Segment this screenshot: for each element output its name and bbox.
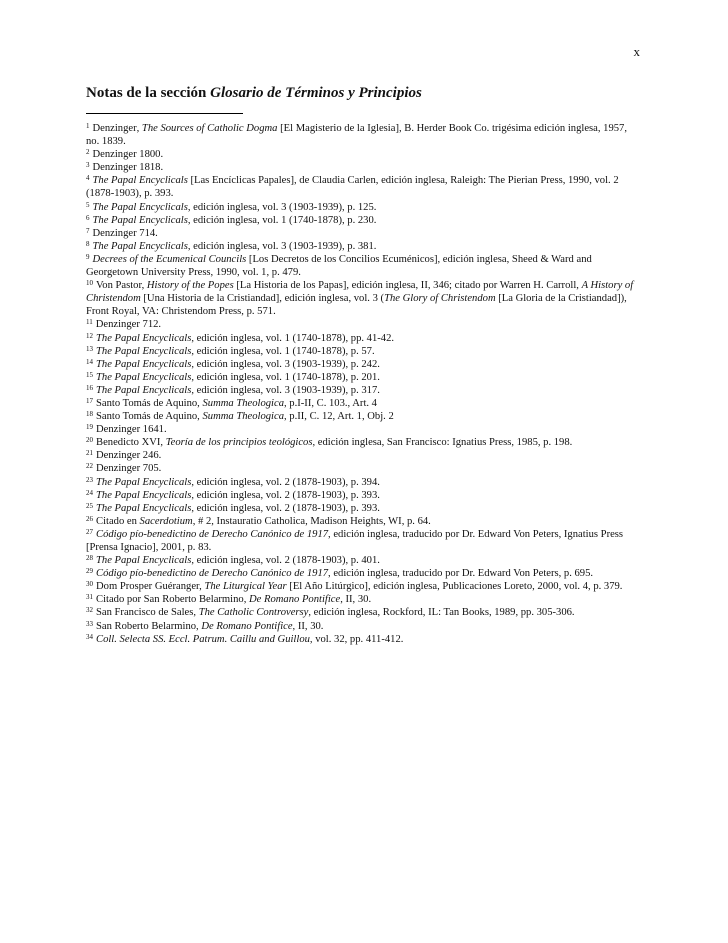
footnote-italic-title: The Papal Encyclicals <box>92 175 188 187</box>
footnote-number: 5 <box>86 200 90 209</box>
footnote-item <box>86 476 636 489</box>
footnote-italic-title: Código pío-benedictino de Derecho Canónico de 1917 <box>96 528 329 540</box>
footnote-text: Denzinger 705. <box>96 463 162 475</box>
footnote-number: 25 <box>86 501 93 510</box>
footnote-number: 22 <box>86 462 93 471</box>
footnote-text: Dom Prosper Guéranger, <box>96 581 205 593</box>
footnote-number: 10 <box>86 279 93 288</box>
footnote-number: 24 <box>86 488 93 497</box>
footnote-italic-title: The Glory of Christendom <box>384 293 496 305</box>
footnote-item <box>86 345 636 358</box>
footnote-text: Santo Tomás de Aquino, <box>96 411 203 423</box>
footnote-item <box>86 332 636 345</box>
footnote-italic-title: A History of Christendom <box>86 280 634 305</box>
footnote-text: , edición inglesa, vol. 2 (1878-1903), p. 393. <box>191 489 380 501</box>
footnote-text: [El Año Litúrgico], edición inglesa, Publicaciones Loreto, 2000, vol. 4, p. 379. <box>286 581 623 593</box>
footnote-item <box>86 423 636 436</box>
footnote-text: , edición inglesa, vol. 1 (1740-1878), p. 230. <box>187 214 377 226</box>
footnote-text: , p.II, C. 12, Art. 1, Obj. 2 <box>284 411 394 423</box>
footnote-text: [El Magisterio de la Iglesia], B. Herder Book Co. trigésima edición inglesa, 1957, no. 1839. <box>86 123 627 148</box>
footnote-italic-title: The Papal Encyclicals <box>96 345 192 357</box>
footnote-italic-title: The Papal Encyclicals <box>96 555 192 567</box>
footnote-text: , edición inglesa, vol. 1 (1740-1878), p. 57. <box>191 345 375 357</box>
footnote-number: 8 <box>86 239 90 248</box>
heading-prefix: Notas de la sección <box>86 85 211 101</box>
footnote-item <box>86 161 636 174</box>
footnote-text: Denzinger 246. <box>96 450 162 462</box>
footnote-number: 31 <box>86 593 93 602</box>
footnote-italic-title: The Papal Encyclicals <box>96 371 192 383</box>
footnote-number: 19 <box>86 423 93 432</box>
footnote-text: Denzinger 714. <box>92 227 158 239</box>
footnote-italic-title: The Papal Encyclicals <box>96 358 192 370</box>
footnote-text: , edición inglesa, San Francisco: Ignatius Press, 1985, p. 198. <box>312 437 573 449</box>
footnote-item <box>86 318 636 331</box>
footnote-item <box>86 279 636 318</box>
footnote-number: 12 <box>86 331 93 340</box>
footnote-number: 16 <box>86 383 93 392</box>
footnote-text: Denzinger <box>92 123 137 134</box>
footnote-item <box>86 633 636 646</box>
footnote-item <box>86 515 636 528</box>
footnote-number: 28 <box>86 554 93 563</box>
footnote-italic-title: The Papal Encyclicals <box>92 201 188 213</box>
footnote-text: [La Historia de los Papas], edición inglesa, II, 346; citado por Warren H. Carroll, <box>233 280 582 292</box>
footnote-item <box>86 620 636 633</box>
footnote-item <box>86 554 636 567</box>
footnote-number: 9 <box>86 252 90 261</box>
footnote-italic-title: De Romano Pontifice <box>249 594 341 606</box>
footnote-italic-title: The Papal Encyclicals <box>92 240 188 252</box>
footnote-text: , edición inglesa, vol. 3 (1903-1939), p. 242. <box>191 358 380 370</box>
footnote-item <box>86 227 636 240</box>
footnote-text: Denzinger 1800. <box>92 149 164 161</box>
footnote-item <box>86 201 636 214</box>
footnote-item <box>86 253 636 279</box>
footnote-italic-title: Summa Theologica <box>202 397 284 409</box>
footnote-number: 14 <box>86 357 93 366</box>
footnote-number: 4 <box>86 174 90 183</box>
footnote-item <box>86 502 636 515</box>
footnote-text: , edición inglesa, vol. 3 (1903-1939), p. 381. <box>187 240 377 252</box>
footnote-text: , edición inglesa, vol. 2 (1878-1903), p. 401. <box>191 555 380 567</box>
footnote-italic-title: The Papal Encyclicals <box>96 476 192 488</box>
footnote-item <box>86 214 636 227</box>
footnote-number: 27 <box>86 527 93 536</box>
footnote-text: , edición inglesa, traducido por Dr. Edward Von Peters, Ignatius Press [Prensa Ignacio], 2001, p. 83. <box>86 528 624 553</box>
footnote-separator <box>86 113 243 114</box>
footnote-italic-title: Decrees of the Ecumenical Councils <box>92 253 247 265</box>
footnote-text: , p.I-II, C. 103., Art. 4 <box>284 397 377 409</box>
footnote-item <box>86 122 636 148</box>
footnote-item <box>86 528 636 554</box>
footnote-italic-title: Sacerdotium <box>139 515 193 527</box>
footnote-number: 17 <box>86 396 93 405</box>
footnote-italic-title: The Liturgical Year <box>204 581 287 593</box>
footnote-number: 30 <box>86 580 93 589</box>
footnote-text: vol. 32, pp. 411-412. <box>312 633 404 645</box>
footnote-number: 34 <box>86 632 93 641</box>
footnote-text: [Una Historia de la Cristiandad], edición inglesa, vol. 3 ( <box>140 293 385 305</box>
footnote-item <box>86 436 636 449</box>
footnote-number: 3 <box>86 161 90 170</box>
footnote-text: , edición inglesa, vol. 1 (1740-1878), p. 201. <box>191 371 380 383</box>
footnote-text: , II, 30. <box>292 620 324 632</box>
footnote-item <box>86 410 636 423</box>
footnote-text: [Las Encíclicas Papales], de Claudia Carlen, edición inglesa, Raleigh: The Pierian Press, 1990, vol. 2 (1878-1903), p. 393. <box>86 175 619 200</box>
footnote-number: 2 <box>86 148 90 157</box>
page-number: x <box>633 44 640 59</box>
footnote-text: San Francisco de Sales, <box>96 607 199 619</box>
footnote-item <box>86 462 636 475</box>
footnote-text: [La Gloria de la Cristiandad]), Front Royal, VA: Christendom Press, p. 571. <box>86 293 627 318</box>
footnote-italic-title: The Catholic Controversy <box>198 607 309 619</box>
footnote-item <box>86 240 636 253</box>
footnote-list <box>86 122 636 646</box>
footnote-text: Von Pastor, <box>96 280 147 292</box>
footnote-text: , # 2, Instauratio Catholica, Madison Heights, WI, p. 64. <box>192 515 431 527</box>
footnote-number: 23 <box>86 475 93 484</box>
footnote-text: Denzinger 1641. <box>96 424 167 436</box>
footnote-italic-title: Summa Theologica <box>202 411 284 423</box>
footnote-italic-title: The Papal Encyclicals <box>96 384 192 396</box>
footnote-number: 32 <box>86 606 93 615</box>
section-heading <box>86 85 422 102</box>
footnote-number: 18 <box>86 410 93 419</box>
footnote-text: Denzinger 712. <box>95 319 162 331</box>
footnote-number: 1 <box>86 122 90 130</box>
footnote-italic-title: The Papal Encyclicals <box>96 502 192 514</box>
footnote-item <box>86 489 636 502</box>
footnote-text: , edición inglesa, traducido por Dr. Edward Von Peters, p. 695. <box>328 568 594 580</box>
footnote-text: , edición inglesa, Rockford, IL: Tan Books, 1989, pp. 305-306. <box>308 607 575 619</box>
footnote-item <box>86 148 636 161</box>
footnote-text: , edición inglesa, vol. 1 (1740-1878), pp. 41-42. <box>191 332 395 344</box>
footnote-number: 7 <box>86 226 90 235</box>
footnote-italic-title: Código pío-benedictino de Derecho Canónico de 1917 <box>96 568 329 580</box>
footnote-italic-title: , The Sources of Catholic Dogma <box>136 123 278 134</box>
footnote-number: 11 <box>86 318 93 327</box>
footnote-number: 13 <box>86 344 93 353</box>
footnote-text: , edición inglesa, vol. 2 (1878-1903), p. 394. <box>191 476 380 488</box>
footnote-item <box>86 371 636 384</box>
footnote-text: Santo Tomás de Aquino, <box>96 397 203 409</box>
footnote-number: 20 <box>86 436 93 445</box>
footnote-italic-title: The Papal Encyclicals <box>96 489 192 501</box>
footnote-item <box>86 593 636 606</box>
footnote-italic-title: Coll. Selecta SS. Eccl. Patrum. Caillu and Guillou, <box>96 633 313 645</box>
footnote-text: , edición inglesa, vol. 3 (1903-1939), p. 125. <box>187 201 377 213</box>
footnote-text: Denzinger 1818. <box>92 162 164 174</box>
footnote-italic-title: The Papal Encyclicals <box>96 332 192 344</box>
footnote-item <box>86 358 636 371</box>
footnote-number: 29 <box>86 567 93 576</box>
footnote-item <box>86 174 636 200</box>
footnote-item <box>86 384 636 397</box>
heading-italic-title: Glosario de Términos y Principios <box>210 85 422 101</box>
footnote-item <box>86 397 636 410</box>
footnote-item <box>86 567 636 580</box>
footnote-number: 26 <box>86 514 93 523</box>
footnote-text: , edición inglesa, vol. 2 (1878-1903), p. 393. <box>191 502 380 514</box>
footnote-text: [Los Decretos de los Concilios Ecuménicos], edición inglesa, Sheed & Ward and Georgetown University Press, 1990, vol. 1, p. 479. <box>86 253 592 279</box>
footnote-text: Benedicto XVI, <box>96 437 166 449</box>
footnote-italic-title: History of the Popes <box>146 280 234 292</box>
footnote-item <box>86 606 636 619</box>
footnote-text: , II, 30. <box>340 594 372 606</box>
footnote-italic-title: Teoría de los principios teológicos <box>165 437 313 449</box>
footnote-item <box>86 449 636 462</box>
footnote-number: 33 <box>86 619 93 628</box>
footnote-number: 15 <box>86 370 93 379</box>
footnote-italic-title: The Papal Encyclicals <box>92 214 188 226</box>
footnote-text: Citado por San Roberto Belarmino, <box>96 594 249 606</box>
footnote-item <box>86 580 636 593</box>
footnote-text: Citado en <box>96 515 140 527</box>
footnote-number: 21 <box>86 449 93 458</box>
footnote-number: 6 <box>86 213 90 222</box>
footnote-italic-title: De Romano Pontifice <box>201 620 293 632</box>
footnote-text: , edición inglesa, vol. 3 (1903-1939), p. 317. <box>191 384 380 396</box>
footnote-text: San Roberto Belarmino, <box>96 620 202 632</box>
